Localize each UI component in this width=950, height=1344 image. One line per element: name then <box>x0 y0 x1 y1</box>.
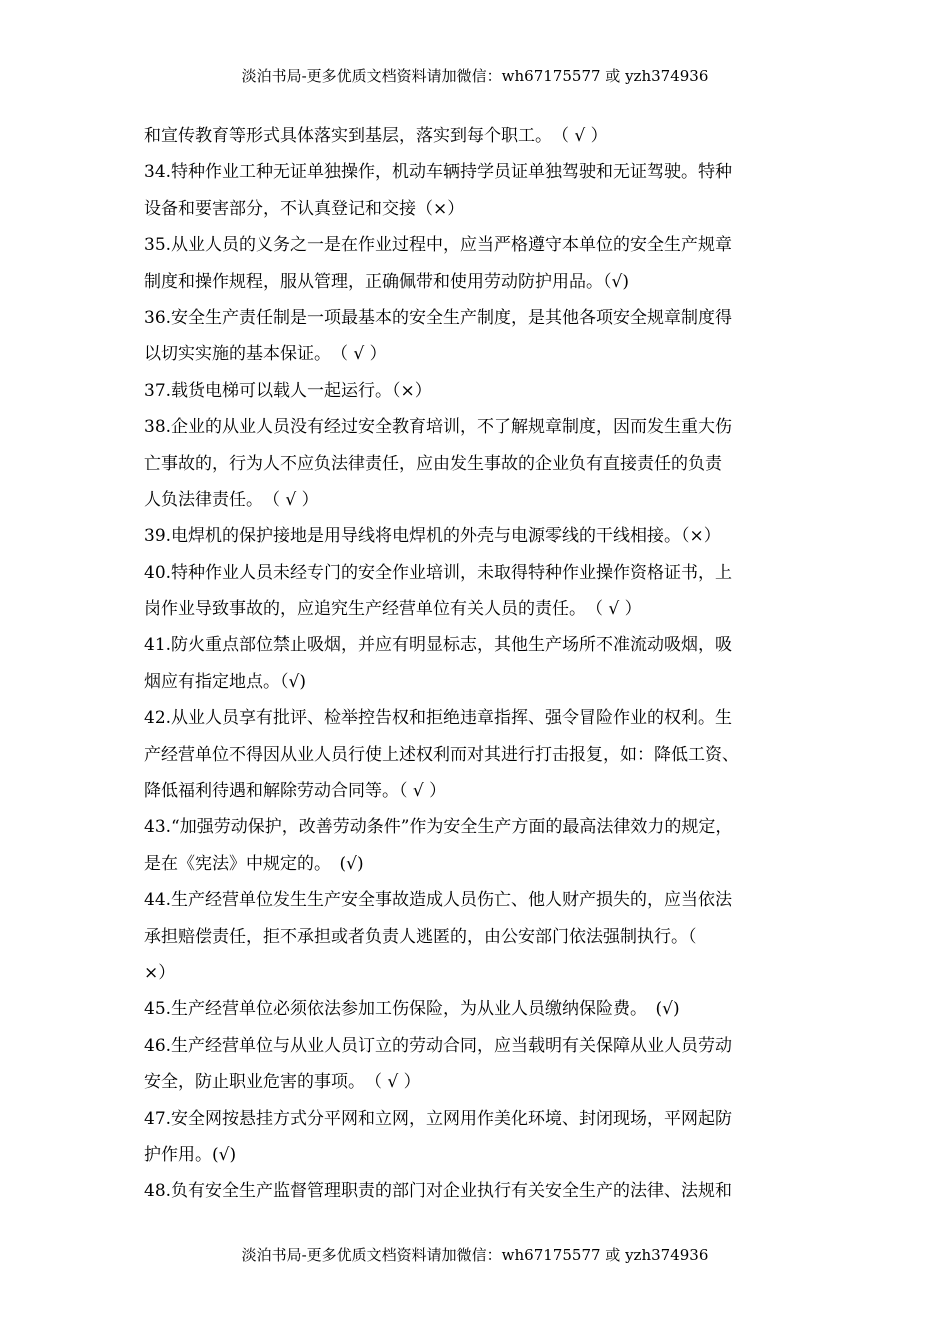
text-line: 34.特种作业工种无证单独操作，机动车辆持学员证单独驾驶和无证驾驶。特种 <box>144 162 733 183</box>
text-line: 35.从业人员的义务之一是在作业过程中，应当严格遵守本单位的安全生产规章 <box>144 235 733 256</box>
page-footer: 淡泊书局-更多优质文档资料请加微信：wh67175577 或 yzh374936 <box>241 1246 709 1264</box>
text-line: 承担赔偿责任，拒不承担或者负责人逃匿的，由公安部门依法强制执行。（ <box>144 926 697 947</box>
text-line: 42.从业人员享有批评、检举控告权和拒绝违章指挥、强令冒险作业的权利。生 <box>144 708 733 729</box>
text-line: 45.生产经营单位必须依法参加工伤保险，为从业人员缴纳保险费。 (√) <box>144 999 680 1020</box>
text-line: 人负法律责任。 （ √ ） <box>144 489 319 510</box>
text-line: 36.安全生产责任制是一项最基本的安全生产制度，是其他各项安全规章制度得 <box>144 307 733 328</box>
text-line: 制度和操作规程，服从管理，正确佩带和使用劳动防护用品。（√) <box>144 271 629 292</box>
text-line: 48.负有安全生产监督管理职责的部门对企业执行有关安全生产的法律、法规和 <box>144 1181 733 1202</box>
text-line: 设备和要害部分，不认真登记和交接（×） <box>144 198 465 219</box>
text-line: ×） <box>144 962 176 983</box>
text-line: 38.企业的从业人员没有经过安全教育培训，不了解规章制度，因而发生重大伤 <box>144 417 733 438</box>
text-line: 护作用。(√) <box>144 1144 237 1165</box>
document-body <box>144 118 824 1210</box>
text-line: 烟应有指定地点。（√) <box>144 671 306 692</box>
text-line: 41.防火重点部位禁止吸烟，并应有明显标志，其他生产场所不准流动吸烟，吸 <box>144 635 733 656</box>
text-line: 39.电焊机的保护接地是用导线将电焊机的外壳与电源零线的干线相接。（×） <box>144 526 721 547</box>
text-line: 和宣传教育等形式具体落实到基层，落实到每个职工。 （ √ ） <box>144 126 608 146</box>
text-line: 46.生产经营单位与从业人员订立的劳动合同，应当载明有关保障从业人员劳动 <box>144 1035 733 1056</box>
text-line: 安全，防止职业危害的事项。 （ √ ） <box>144 1072 421 1093</box>
text-line: 降低福利待遇和解除劳动合同等。（ √ ） <box>144 781 447 802</box>
text-line: 岗作业导致事故的，应追究生产经营单位有关人员的责任。 （ √ ） <box>144 599 642 620</box>
text-line: 是在《宪法》中规定的。 (√) <box>144 853 364 874</box>
text-line: 亡事故的，行为人不应负法律责任，应由发生事故的企业负有直接责任的负责 <box>144 453 722 474</box>
text-line: 47.安全网按悬挂方式分平网和立网，立网用作美化环境、封闭现场，平网起防 <box>144 1108 733 1129</box>
text-line: 44.生产经营单位发生生产安全事故造成人员伤亡、他人财产损失的，应当依法 <box>144 890 733 911</box>
text-line: 产经营单位不得因从业人员行使上述权利而对其进行打击报复，如：降低工资、 <box>144 744 739 765</box>
text-line: 43.“加强劳动保护，改善劳动条件”作为安全生产方面的最高法律效力的规定， <box>144 817 733 838</box>
page-header: 淡泊书局-更多优质文档资料请加微信：wh67175577 或 yzh374936 <box>241 67 709 85</box>
text-line: 以切实实施的基本保证。 （ √ ） <box>144 344 387 365</box>
text-line: 37.载货电梯可以载人一起运行。（×） <box>144 380 432 401</box>
text-line: 40.特种作业人员未经专门的安全作业培训，未取得特种作业操作资格证书，上 <box>144 562 733 583</box>
